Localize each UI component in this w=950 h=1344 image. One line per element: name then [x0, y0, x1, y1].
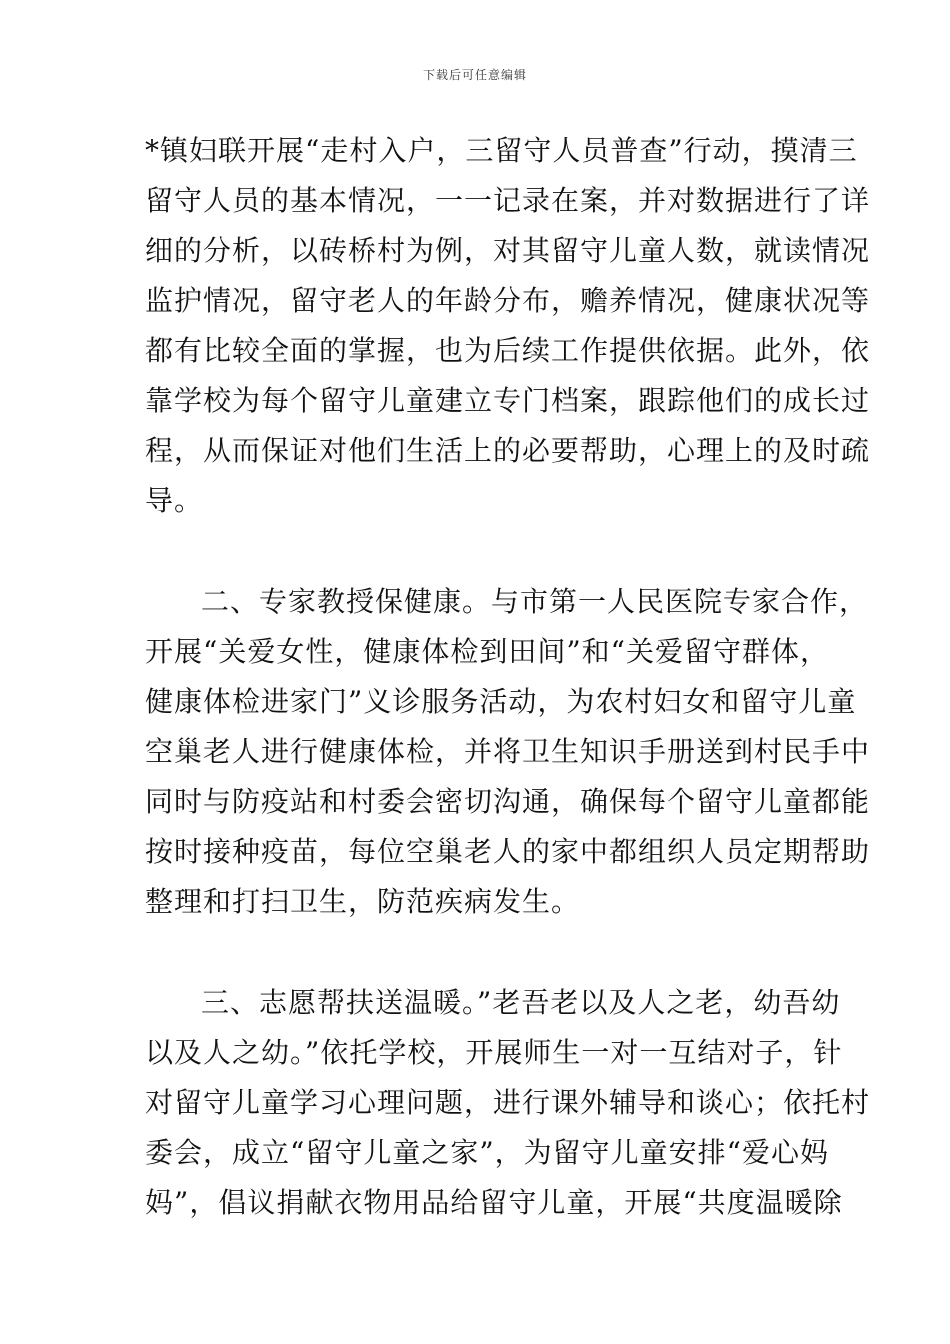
- text-line: 对留守儿童学习心理问题，进行课外辅导和谈心；依托村: [145, 1086, 871, 1119]
- text-line: 开展“关爱女性，健康体检到田间”和“关爱留守群体，: [145, 635, 829, 668]
- document-body: [145, 126, 871, 1228]
- text-line: 程，从而保证对他们生活上的必要帮助，心理上的及时疏: [145, 434, 871, 467]
- paragraph-spacer: [145, 927, 815, 978]
- text-line: 留守人员的基本情况，一一记录在案，并对数据进行了详: [145, 184, 871, 217]
- text-line: 健康体检进家门”义诊服务活动，为农村妇女和留守儿童: [145, 685, 857, 718]
- text-line: 整理和打扫卫生，防范疾病发生。: [145, 885, 581, 918]
- text-line: 妈”，倡议捐献衣物用品给留守儿童，开展“共度温暖除: [145, 1186, 843, 1219]
- text-line: 靠学校为每个留守儿童建立专门档案，跟踪他们的成长过: [145, 384, 871, 417]
- text-line: 三、志愿帮扶送温暖。”老吾老以及人之老，幼吾幼: [201, 986, 841, 1019]
- text-line: 委会，成立“留守儿童之家”，为留守儿童安排“爱心妈: [145, 1136, 829, 1169]
- text-line: 都有比较全面的掌握，也为后续工作提供依据。此外，依: [145, 334, 871, 367]
- text-line: 以及人之幼。”依托学校，开展师生一对一互结对子，针: [145, 1036, 843, 1069]
- text-line: 按时接种疫苗，每位空巢老人的家中都组织人员定期帮助: [145, 835, 871, 868]
- text-line: *镇妇联开展“走村入户，三留守人员普查”行动，摸清三: [145, 134, 858, 167]
- text-line: 二、专家教授保健康。与市第一人民医院专家合作，: [201, 585, 869, 618]
- paragraph-spacer: [145, 526, 815, 577]
- text-line: 监护情况，留守老人的年龄分布，赡养情况，健康状况等: [145, 284, 871, 317]
- text-line: 同时与防疫站和村委会密切沟通，确保每个留守儿童都能: [145, 785, 871, 818]
- text-line: 空巢老人进行健康体检，并将卫生知识手册送到村民手中: [145, 735, 871, 768]
- page-header-note: 下载后可任意编辑: [422, 68, 527, 82]
- paragraph-volunteer: [145, 978, 871, 1228]
- paragraph-survey: [145, 126, 871, 526]
- text-line: 导。: [145, 484, 204, 517]
- text-line: 细的分析，以砖桥村为例，对其留守儿童人数，就读情况: [145, 234, 871, 267]
- paragraph-health: [145, 577, 871, 927]
